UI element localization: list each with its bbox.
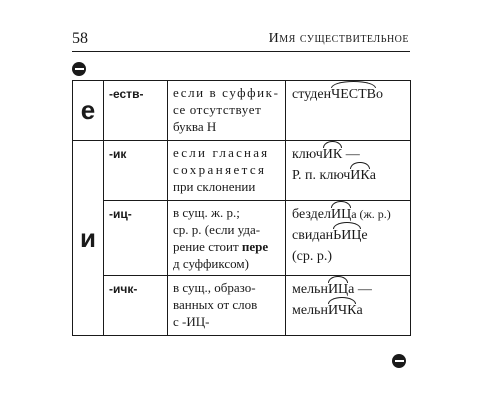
example-cell xyxy=(286,201,411,276)
header-rule xyxy=(72,51,410,52)
condition-line: с -ИЦ- xyxy=(173,314,210,329)
page-number: 58 xyxy=(72,30,88,47)
table-row xyxy=(73,276,411,336)
condition-line: если гласная xyxy=(173,145,270,160)
suffix-arc-mark: ИК xyxy=(350,165,369,186)
example-line: мельнИЧКа xyxy=(292,300,405,321)
example-line: Р. п. ключИКа xyxy=(292,165,405,186)
condition-cell xyxy=(168,141,286,201)
table-row xyxy=(73,201,411,276)
condition-line: сохраняется xyxy=(173,162,267,177)
example-line: студенЧЕСТВо xyxy=(292,84,405,105)
condition-line: буква Н xyxy=(173,119,217,134)
condition-line: ванных от слов xyxy=(173,297,258,312)
example-line: мельнИЦа — xyxy=(292,279,405,300)
condition-line: в сущ. ж. р.; xyxy=(173,205,240,220)
condition-line: д суффиксом) xyxy=(173,256,249,271)
suffix-cell: -ичк- xyxy=(104,276,168,336)
condition-cell xyxy=(168,276,286,336)
suffix-arc-mark: ИЦ xyxy=(331,204,351,225)
continue-arrow-icon xyxy=(392,354,406,368)
example-cell xyxy=(286,81,411,141)
example-line: (ср. р.) xyxy=(292,249,333,264)
running-title: Имя существительное xyxy=(268,31,409,46)
suffix-cell: -ик xyxy=(104,141,168,201)
condition-line: при склонении xyxy=(173,179,256,194)
suffix-arc-mark: ЬИЦ xyxy=(333,225,361,246)
vowel-letter: е xyxy=(73,81,104,141)
example-cell xyxy=(286,276,411,336)
emphasis-word: пере xyxy=(241,239,269,254)
suffix-arc-mark: ИЦ xyxy=(328,279,348,300)
example-line: ключИК — xyxy=(292,144,405,165)
condition-line: ср. р. (если уда- xyxy=(173,222,261,237)
vowel-letter: и xyxy=(73,141,104,336)
suffix-cell: -еств- xyxy=(104,81,168,141)
condition-line: се отсутствует xyxy=(173,102,262,117)
suffix-cell: -иц- xyxy=(104,201,168,276)
condition-cell xyxy=(168,201,286,276)
suffix-arc-mark: ИЧК xyxy=(328,300,357,321)
suffix-rules-table xyxy=(72,80,411,336)
condition-line: если в суффик- xyxy=(173,85,280,100)
condition-line: в сущ., образо- xyxy=(173,280,256,295)
condition-cell xyxy=(168,81,286,141)
suffix-arc-mark: ЧЕСТВ xyxy=(331,84,376,105)
example-line: безделИЦа (ж. р.) xyxy=(292,204,405,225)
table-row xyxy=(73,81,411,141)
condition-line: рение стоит пере xyxy=(173,239,269,254)
table-row xyxy=(73,141,411,201)
suffix-arc-mark: ИК xyxy=(323,144,342,165)
continue-arrow-icon xyxy=(72,62,86,76)
example-cell xyxy=(286,141,411,201)
example-line: свиданЬИЦе xyxy=(292,225,405,246)
